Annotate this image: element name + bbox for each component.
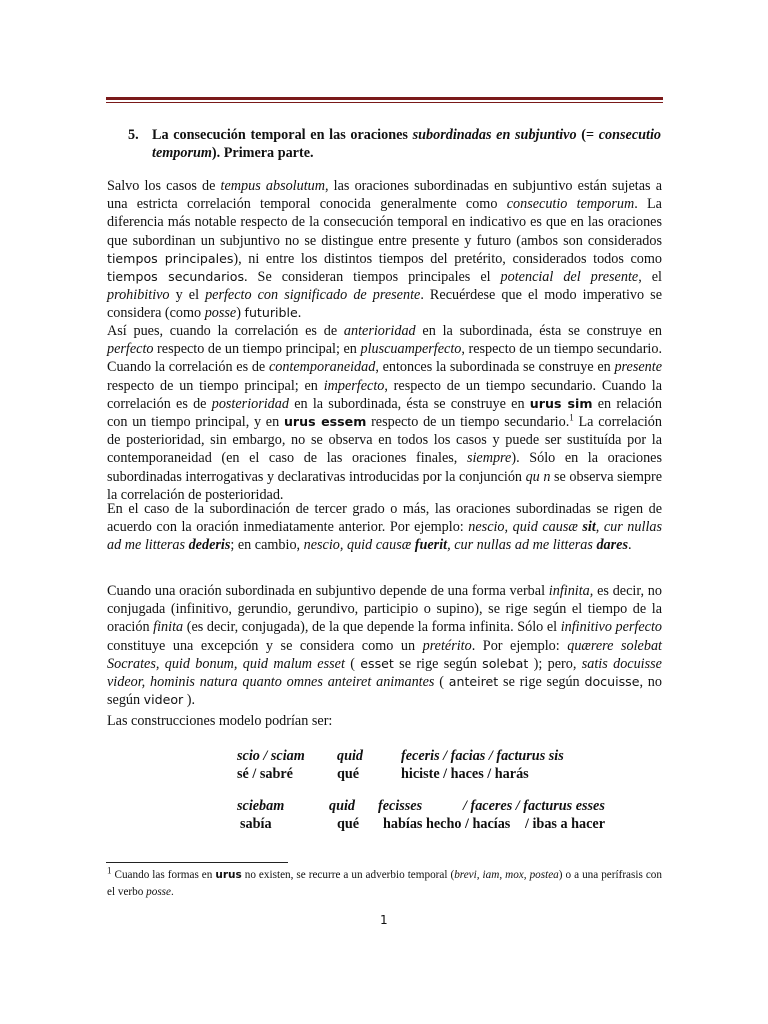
model-latin-subordinate-alt: / faceres / facturus esses [463, 798, 605, 814]
model-spanish-subordinate: habías hecho / hacías [383, 816, 511, 832]
model-spanish-subordinate-alt: / ibas a hacer [525, 816, 605, 832]
footnote-ref[interactable]: 1 [569, 412, 574, 423]
page-number: 1 [380, 913, 388, 927]
model-latin-subordinate: feceris / facias / facturus sis [401, 748, 564, 764]
footnote-mark: 1 [107, 865, 112, 876]
heading-italic: consecutio temporum [152, 127, 661, 161]
model-latin-verb: scio / sciam [237, 748, 305, 764]
model-spanish-verb: sé / sabré [237, 766, 293, 782]
paragraph-1: Salvo los casos de tempus absolutum, las oraciones subordinadas en subjuntivo están sujetas a una estricta correlación temporal conocida generalmente como consecutio temporum. La diferencia más notable respecto de la consecución temporal en indicativo es que en las oraciones que subordinan un subjuntivo no se distingue entre presente y futuro (ambos son considerados tiempos principales), ni entre los distintos tiempos del pretérito, considerados todos como tiempos secundarios. Se consideran tiempos principales el potencial del presente, el prohibitivo y el perfecto con significado de presente. Recuérdese que el modo imperativo se considera (como posse) futurible. [107, 178, 663, 322]
paragraph-2: Así pues, cuando la correlación es de anterioridad en la subordinada, ésta se construye en perfecto respecto de un tiempo principal; en pluscuamperfecto, respecto de un tiempo secundario. Cuando la correlación es de contemporaneidad, entonces la subordinada se construye en presente respecto de un tiempo principal; en imperfecto, respecto de un tiempo secundario. Cuando la correlación es de posterioridad en la subordinada, ésta se construye en urus sim en relación con un tiempo principal, y en urus essem respecto de un tiempo secundario.$^1$ La correlación de posterioridad, sin embargo, no se observa en todos los casos y puede ser sustituída por la contemporaneidad (en el caso de las oraciones finales, siempre). Sólo en la oraciones subordinadas interrogativas y declarativas introducidas por la conjunción qu n se observa siempre la correlación de posterioridad. [107, 323, 663, 503]
model-spanish-pronoun: qué [337, 766, 360, 782]
model-spanish-verb: sabía [240, 816, 272, 832]
model-latin-verb: sciebam [237, 798, 285, 814]
model-spanish-subordinate: hiciste / haces / harás [401, 766, 529, 782]
model-spanish-pronoun: qué [337, 816, 360, 832]
footnote-rule [106, 862, 288, 863]
heading-text: La consecución temporal en las oraciones [152, 127, 413, 143]
heading-text: ). Primera parte. [211, 145, 314, 161]
paragraph-3: En el caso de la subordinación de tercer grado o más, las oraciones subordinadas se rigen de acuerdo con la oración inmediatamente anterior. Por ejemplo: nescio, quid causæ sit, cur nullas ad me litteras dederis; en cambio, nescio, quid causæ fuerit, cur nullas ad me litteras dares. [107, 501, 662, 554]
paragraph-5: Las construcciones modelo podrían ser: [107, 713, 333, 729]
section-heading [128, 126, 661, 162]
heading-text: (= [576, 127, 599, 143]
section-number: 5. [128, 127, 139, 143]
paragraph-4: Cuando una oración subordinada en subjuntivo depende de una forma verbal infinita, es decir, no conjugada (infinitivo, gerundio, gerundivo, participio o supino), se rige según el tiempo de la oración finita (es decir, conjugada), de la que depende la forma infinita. Sólo el infinitivo perfecto constituye una excepción y se considera como un pretérito. Por ejemplo: quærere solebat Socrates, quid bonum, quid malum esset ( esset se rige según solebat ); pero, satis docuisse videor, hominis natura quanto omnes anteiret animantes ( anteiret se rige según docuisse, no según videor ). [107, 583, 663, 709]
footnote: $^1$ Cuando las formas en urus no existen, se recurre a un adverbio temporal (brevi, iam, mox, postea) o a una perífrasis con el verbo posse. [107, 865, 662, 898]
heading-italic: subordinadas en subjuntivo [412, 127, 577, 143]
top-rule [106, 97, 663, 103]
model-latin-pronoun: quid [337, 748, 364, 764]
model-latin-pronoun: quid [329, 798, 356, 814]
model-latin-subordinate: fecisses [378, 798, 423, 814]
